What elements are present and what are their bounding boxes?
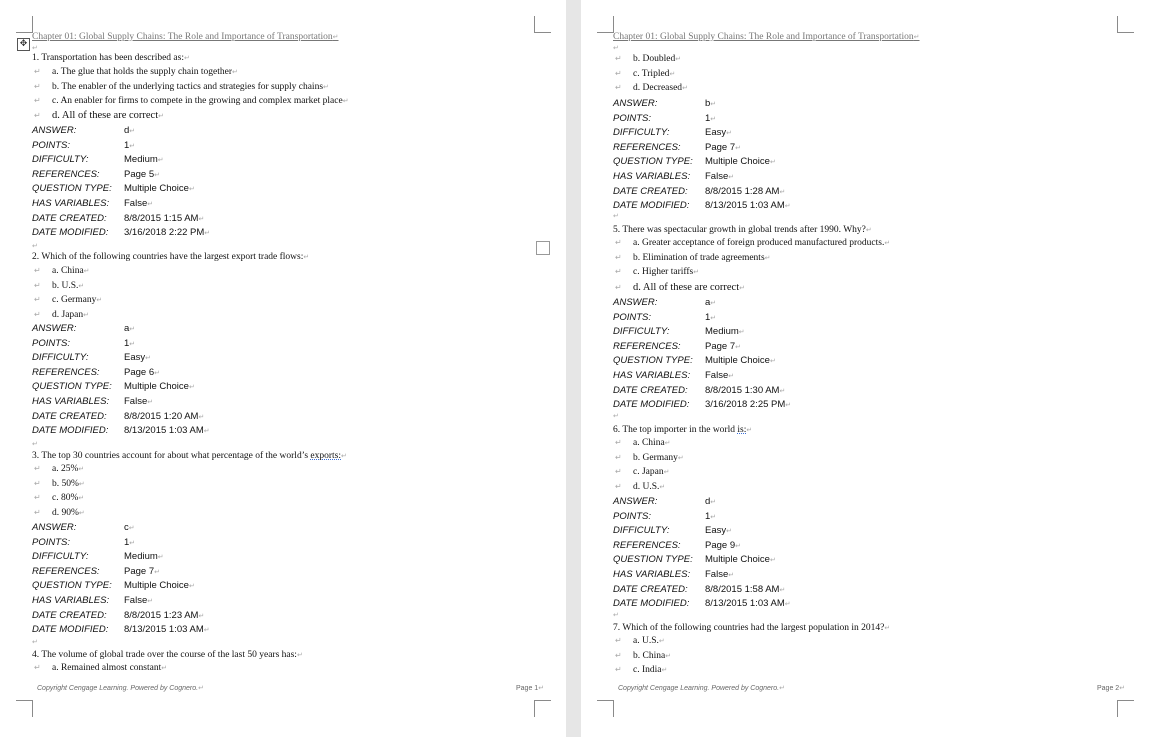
crop-mark-top-left	[16, 16, 33, 33]
meta-value: False↵	[705, 171, 735, 182]
meta-key: DIFFICULTY:	[32, 551, 89, 563]
date-created-row	[32, 213, 332, 224]
answer-option: ↵ a. China↵	[615, 438, 671, 448]
meta-key: HAS VARIABLES:	[613, 171, 691, 182]
document-page-1: ✥ Chapter 01: Global Supply Chains: The Role and Importance of Transportation↵ ↵ 1. Transportation has been described as:↵ ↵ a. The glue that holds the supply chain together↵ ↵ b. The enabler of the underlying tactics and strategies for supply chains↵ ↵ c. An enabler for firms to compete in the growing and complex market place↵ ↵ d. All of these are correct↵ ANSWER: d↵ POINTS: 1↵ DIFFICULTY: Medium↵ REFERENCES: Page 5↵ QUESTION TYPE: Multiple Choice↵ HAS VARIABLES: False↵ DATE CREATED: 8/8/2015 1:15 AM↵ DATE MODIFIED: 3/16/2018 2:22 PM↵ ↵ 2. Which of the following countries have the largest export trade flows:↵ ↵ a. China↵ ↵ b. U.S.↵ ↵ c. Germany↵ ↵ d. Japan↵ ANSWER: a↵ POINTS: 1↵ DIFFICULTY: Easy↵ REFERENCES: Page 6↵ QUESTION TYPE: Multiple Choice↵ HAS VARIABLES: False↵ DATE CREATED: 8/8/2015 1:20 AM↵ DATE MODIFIED: 8/13/2015 1:03 AM↵ ↵ 3. The top 30 countries account for about what percentage of the world’s exports:↵ ↵ a. 25%↵ ↵ b. 50%↵ ↵ c. 80%↵ ↵ d. 90%↵ ANSWER: c↵ POINTS: 1↵ DIFFICULTY: Medium↵ REFERENCES: Page 7↵ QUESTION TYPE: Multiple Choice↵ HAS VARIABLES: False↵ DATE CREATED: 8/8/2015 1:23 AM↵ DATE MODIFIED: 8/13/2015 1:03 AM↵ ↵ 4. The volume of global trade over the course of the last 50 years has:↵ ↵ a. Remained almost constant↵ Copyright Cengage Learning. Powered by Cognero.↵ Page 1↵	[0, 0, 566, 737]
meta-key: DATE MODIFIED:	[32, 425, 109, 437]
question-text: 3. The top 30 countries account for about what percentage of the world’s exports:↵	[32, 451, 347, 461]
bullet-mark: ↵	[615, 636, 622, 645]
date-created-row	[613, 186, 913, 197]
answer-row	[32, 125, 332, 136]
references-row	[32, 566, 332, 577]
question-text: 4. The volume of global trade over the course of the last 50 years has:↵	[32, 650, 303, 660]
meta-value: 1↵	[705, 112, 717, 124]
meta-key: POINTS:	[32, 139, 71, 151]
meta-value: 1↵	[124, 337, 136, 349]
meta-value: Easy↵	[705, 127, 732, 139]
answer-option: ↵ c. Germany↵	[34, 295, 103, 305]
meta-key: DATE MODIFIED:	[613, 598, 690, 610]
meta-key: REFERENCES:	[32, 168, 100, 180]
meta-key: DATE MODIFIED:	[32, 624, 109, 636]
meta-value: 8/13/2015 1:03 AM↵	[705, 598, 791, 610]
meta-value: 8/13/2015 1:03 AM↵	[124, 624, 210, 636]
answer-option: ↵ b. Elimination of trade agreements↵	[615, 252, 771, 263]
date-modified-row	[613, 200, 913, 211]
bullet-mark: ↵	[615, 438, 622, 447]
meta-key: REFERENCES:	[32, 366, 100, 378]
crop-mark-bottom-left	[597, 700, 614, 717]
references-row	[613, 540, 913, 551]
question-text: 1. Transportation has been described as:↵	[32, 53, 190, 63]
meta-key: ANSWER:	[613, 98, 658, 109]
meta-key: REFERENCES:	[32, 565, 100, 577]
meta-value: Easy↵	[705, 525, 732, 537]
meta-key: QUESTION TYPE:	[613, 355, 693, 367]
question-type-row	[613, 554, 913, 565]
answer-option: ↵ c. An enabler for firms to compete in the growing and complex market place↵	[34, 96, 349, 106]
meta-value: Multiple Choice↵	[705, 156, 776, 168]
bullet-mark: ↵	[615, 467, 622, 476]
meta-value: Multiple Choice↵	[124, 183, 195, 195]
meta-value: 8/8/2015 1:15 AM↵	[124, 212, 205, 224]
meta-key: HAS VARIABLES:	[613, 569, 691, 580]
page-number: Page 1↵	[516, 684, 545, 692]
date-modified-row	[613, 399, 913, 410]
meta-key: POINTS:	[32, 337, 71, 349]
points-row	[613, 312, 913, 323]
meta-value: 8/13/2015 1:03 AM↵	[705, 200, 791, 212]
meta-key: DATE MODIFIED:	[613, 399, 690, 411]
page-header-title: Chapter 01: Global Supply Chains: The Role and Importance of Transportation↵	[32, 32, 339, 42]
meta-value: Page 6↵	[124, 366, 160, 378]
answer-option: ↵ c. Tripled↵	[615, 68, 676, 79]
crop-mark-bottom-right	[1117, 700, 1134, 717]
page-number: Page 2↵	[1097, 684, 1126, 692]
meta-key: DATE CREATED:	[32, 609, 107, 621]
answer-option: ↵ b. China↵	[615, 650, 672, 661]
meta-key: REFERENCES:	[613, 539, 681, 551]
meta-key: ANSWER:	[613, 496, 658, 507]
meta-value: 8/8/2015 1:23 AM↵	[124, 609, 205, 621]
difficulty-row	[32, 154, 332, 165]
date-modified-row	[32, 425, 332, 436]
question-type-row	[32, 183, 332, 194]
bullet-mark: ↵	[615, 252, 622, 262]
meta-key: QUESTION TYPE:	[613, 554, 693, 566]
meta-key: POINTS:	[613, 311, 652, 323]
has-variables-row	[32, 198, 332, 209]
bullet-mark: ↵	[34, 663, 41, 672]
meta-value: 8/8/2015 1:58 AM↵	[705, 583, 786, 595]
points-row	[32, 140, 332, 151]
meta-value: d↵	[124, 125, 136, 136]
references-row	[613, 142, 913, 153]
answer-option: ↵ b. Germany↵	[615, 452, 684, 463]
bullet-mark: ↵	[615, 54, 622, 63]
date-modified-row	[613, 598, 913, 609]
meta-value: 8/8/2015 1:30 AM↵	[705, 384, 786, 396]
crop-mark-bottom-right	[534, 700, 551, 717]
meta-value: a↵	[705, 297, 717, 308]
question-type-row	[32, 580, 332, 591]
meta-key: DATE CREATED:	[613, 583, 688, 595]
bullet-mark: ↵	[34, 67, 41, 76]
answer-option: ↵ c. 80%↵	[34, 493, 85, 503]
answer-option: ↵ c. India↵	[615, 665, 668, 675]
answer-option: ↵ b. U.S.↵	[34, 280, 85, 291]
crop-mark-bottom-left	[16, 700, 33, 717]
answer-row	[32, 323, 332, 334]
meta-value: Page 7↵	[705, 141, 741, 153]
bullet-mark: ↵	[34, 464, 41, 473]
meta-value: 8/8/2015 1:20 AM↵	[124, 410, 205, 422]
meta-value: 8/8/2015 1:28 AM↵	[705, 185, 786, 197]
meta-key: QUESTION TYPE:	[613, 156, 693, 168]
difficulty-row	[613, 326, 913, 337]
bullet-mark: ↵	[34, 81, 41, 91]
points-row	[613, 511, 913, 522]
date-created-row	[613, 385, 913, 396]
meta-value: Page 7↵	[705, 340, 741, 352]
answer-option: ↵ b. 50%↵	[34, 478, 85, 489]
meta-key: DIFFICULTY:	[613, 127, 670, 139]
meta-key: QUESTION TYPE:	[32, 183, 112, 195]
meta-key: DIFFICULTY:	[613, 525, 670, 537]
answer-option: ↵ a. China↵	[34, 266, 90, 276]
date-created-row	[32, 610, 332, 621]
meta-key: QUESTION TYPE:	[32, 381, 112, 393]
meta-key: HAS VARIABLES:	[32, 198, 110, 209]
checkbox[interactable]	[536, 241, 550, 255]
bullet-mark: ↵	[615, 68, 622, 78]
meta-value: Multiple Choice↵	[124, 381, 195, 393]
answer-option: ↵ b. Doubled↵	[615, 54, 682, 64]
meta-value: 8/13/2015 1:03 AM↵	[124, 425, 210, 437]
answer-option: ↵ b. The enabler of the underlying tactics and strategies for supply chains↵	[34, 81, 329, 92]
meta-key: POINTS:	[32, 536, 71, 548]
meta-value: 1↵	[124, 139, 136, 151]
question-type-row	[32, 381, 332, 392]
bullet-mark: ↵	[34, 96, 41, 105]
bullet-mark: ↵	[615, 452, 622, 462]
question-text: 6. The top importer in the world is:↵	[613, 425, 753, 435]
answer-option: ↵ c. Japan↵	[615, 467, 670, 477]
question-text: 7. Which of the following countries had the largest population in 2014?↵	[613, 623, 891, 633]
meta-key: REFERENCES:	[613, 340, 681, 352]
answer-option: ↵ d. U.S.↵	[615, 481, 666, 492]
meta-value: Multiple Choice↵	[705, 554, 776, 566]
answer-option: ↵ d. All of these are correct↵	[615, 282, 745, 293]
has-variables-row	[32, 396, 332, 407]
meta-key: DATE CREATED:	[613, 384, 688, 396]
meta-key: DATE CREATED:	[32, 410, 107, 422]
answer-option: ↵ d. Japan↵	[34, 309, 90, 320]
meta-key: DATE CREATED:	[32, 212, 107, 224]
has-variables-row	[32, 595, 332, 606]
answer-option: ↵ a. 25%↵	[34, 464, 85, 474]
meta-key: REFERENCES:	[613, 141, 681, 153]
date-modified-row	[32, 227, 332, 238]
question-text: 2. Which of the following countries have the largest export trade flows:↵	[32, 252, 310, 262]
meta-value: Page 5↵	[124, 168, 160, 180]
crop-mark-top-right	[534, 16, 551, 33]
crop-mark-top-left	[597, 16, 614, 33]
meta-key: HAS VARIABLES:	[613, 370, 691, 381]
answer-option: ↵ a. Remained almost constant↵	[34, 663, 168, 673]
bullet-mark: ↵	[615, 665, 622, 674]
meta-value: 1↵	[705, 311, 717, 323]
meta-value: False↵	[124, 396, 154, 407]
meta-value: a↵	[124, 323, 136, 334]
bullet-mark: ↵	[34, 507, 41, 517]
meta-value: Multiple Choice↵	[705, 355, 776, 367]
meta-value: Easy↵	[124, 352, 151, 364]
question-text: 5. There was spectacular growth in global trends after 1990. Why?↵	[613, 225, 872, 235]
meta-value: 3/16/2018 2:22 PM↵	[124, 227, 211, 239]
bullet-mark: ↵	[34, 280, 41, 290]
meta-key: DATE MODIFIED:	[32, 227, 109, 239]
answer-row	[613, 297, 913, 308]
bullet-mark: ↵	[615, 650, 622, 660]
points-row	[32, 537, 332, 548]
meta-key: DATE CREATED:	[613, 185, 688, 197]
meta-key: POINTS:	[613, 510, 652, 522]
references-row	[32, 367, 332, 378]
page-header-title: Chapter 01: Global Supply Chains: The Role and Importance of Transportation↵	[613, 32, 920, 42]
answer-row	[613, 98, 913, 109]
bullet-mark: ↵	[34, 266, 41, 275]
meta-key: ANSWER:	[32, 125, 77, 136]
meta-value: d↵	[705, 496, 717, 507]
meta-key: POINTS:	[613, 112, 652, 124]
question-type-row	[613, 156, 913, 167]
meta-value: b↵	[705, 98, 717, 109]
difficulty-row	[613, 127, 913, 138]
meta-key: DIFFICULTY:	[32, 154, 89, 166]
question-type-row	[613, 355, 913, 366]
meta-key: ANSWER:	[613, 297, 658, 308]
answer-option: ↵ d. Decreased↵	[615, 83, 688, 93]
answer-option: ↵ d. All of these are correct↵	[34, 110, 164, 121]
meta-key: QUESTION TYPE:	[32, 580, 112, 592]
bullet-mark: ↵	[615, 481, 622, 491]
answer-option: ↵ a. U.S.↵	[615, 636, 665, 646]
answer-row	[32, 522, 332, 533]
answer-option: ↵ c. Higher tariffs↵	[615, 267, 700, 277]
meta-value: Page 9↵	[705, 539, 741, 551]
page-footer-copyright: Copyright Cengage Learning. Powered by Cognero.↵	[618, 684, 785, 692]
meta-value: 1↵	[124, 536, 136, 548]
points-row	[32, 338, 332, 349]
meta-key: DATE MODIFIED:	[613, 200, 690, 212]
meta-value: Multiple Choice↵	[124, 580, 195, 592]
bullet-mark: ↵	[615, 83, 622, 92]
answer-option: ↵ a. Greater acceptance of foreign produced manufactured products.↵	[615, 238, 891, 248]
has-variables-row	[613, 370, 913, 381]
answer-row	[613, 496, 913, 507]
answer-option: ↵ d. 90%↵	[34, 507, 85, 518]
date-modified-row	[32, 624, 332, 635]
meta-value: Medium↵	[124, 551, 164, 563]
points-row	[613, 113, 913, 124]
difficulty-row	[32, 551, 332, 562]
references-row	[32, 169, 332, 180]
meta-value: False↵	[124, 198, 154, 209]
difficulty-row	[32, 352, 332, 363]
meta-key: DIFFICULTY:	[613, 326, 670, 338]
document-page-2: Chapter 01: Global Supply Chains: The Role and Importance of Transportation↵ ↵ ↵ b. Doubled↵ ↵ c. Tripled↵ ↵ d. Decreased↵ ANSWER: b↵ POINTS: 1↵ DIFFICULTY: Easy↵ REFERENCES: Page 7↵ QUESTION TYPE: Multiple Choice↵ HAS VARIABLES: False↵ DATE CREATED: 8/8/2015 1:28 AM↵ DATE MODIFIED: 8/13/2015 1:03 AM↵ ↵ 5. There was spectacular growth in global trends after 1990. Why?↵ ↵ a. Greater acceptance of foreign produced manufactured products.↵ ↵ b. Elimination of trade agreements↵ ↵ c. Higher tariffs↵ ↵ d. All of these are correct↵ ANSWER: a↵ POINTS: 1↵ DIFFICULTY: Medium↵ REFERENCES: Page 7↵ QUESTION TYPE: Multiple Choice↵ HAS VARIABLES: False↵ DATE CREATED: 8/8/2015 1:30 AM↵ DATE MODIFIED: 3/16/2018 2:25 PM↵ ↵ 6. The top importer in the world is:↵ ↵ a. China↵ ↵ b. Germany↵ ↵ c. Japan↵ ↵ d. U.S.↵ ANSWER: d↵ POINTS: 1↵ DIFFICULTY: Easy↵ REFERENCES: Page 9↵ QUESTION TYPE: Multiple Choice↵ HAS VARIABLES: False↵ DATE CREATED: 8/8/2015 1:58 AM↵ DATE MODIFIED: 8/13/2015 1:03 AM↵ ↵ 7. Which of the following countries had the largest population in 2014?↵ ↵ a. U.S.↵ ↵ b. China↵ ↵ c. India↵ Copyright Cengage Learning. Powered by Cognero.↵ Page 2↵	[581, 0, 1149, 737]
bullet-mark: ↵	[34, 478, 41, 488]
meta-key: HAS VARIABLES:	[32, 396, 110, 407]
table-move-handle-icon[interactable]: ✥	[17, 38, 30, 51]
meta-value: False↵	[124, 595, 154, 606]
meta-value: 3/16/2018 2:25 PM↵	[705, 399, 792, 411]
bullet-mark: ↵	[615, 267, 622, 276]
has-variables-row	[613, 171, 913, 182]
has-variables-row	[613, 569, 913, 580]
meta-value: False↵	[705, 370, 735, 381]
bullet-mark: ↵	[34, 493, 41, 502]
meta-value: c↵	[124, 522, 135, 533]
meta-key: HAS VARIABLES:	[32, 595, 110, 606]
meta-key: ANSWER:	[32, 323, 77, 334]
meta-value: 1↵	[705, 510, 717, 522]
meta-value: Medium↵	[705, 326, 745, 338]
page-footer-copyright: Copyright Cengage Learning. Powered by Cognero.↵	[37, 684, 204, 692]
bullet-mark: ↵	[34, 111, 41, 120]
meta-value: Medium↵	[124, 154, 164, 166]
bullet-mark: ↵	[615, 238, 622, 247]
bullet-mark: ↵	[615, 283, 622, 292]
meta-value: Page 7↵	[124, 565, 160, 577]
bullet-mark: ↵	[34, 295, 41, 304]
meta-key: DIFFICULTY:	[32, 352, 89, 364]
date-created-row	[32, 411, 332, 422]
date-created-row	[613, 584, 913, 595]
meta-key: ANSWER:	[32, 522, 77, 533]
difficulty-row	[613, 525, 913, 536]
crop-mark-top-right	[1117, 16, 1134, 33]
answer-option: ↵ a. The glue that holds the supply chain together↵	[34, 67, 238, 77]
references-row	[613, 341, 913, 352]
meta-value: False↵	[705, 569, 735, 580]
bullet-mark: ↵	[34, 309, 41, 319]
